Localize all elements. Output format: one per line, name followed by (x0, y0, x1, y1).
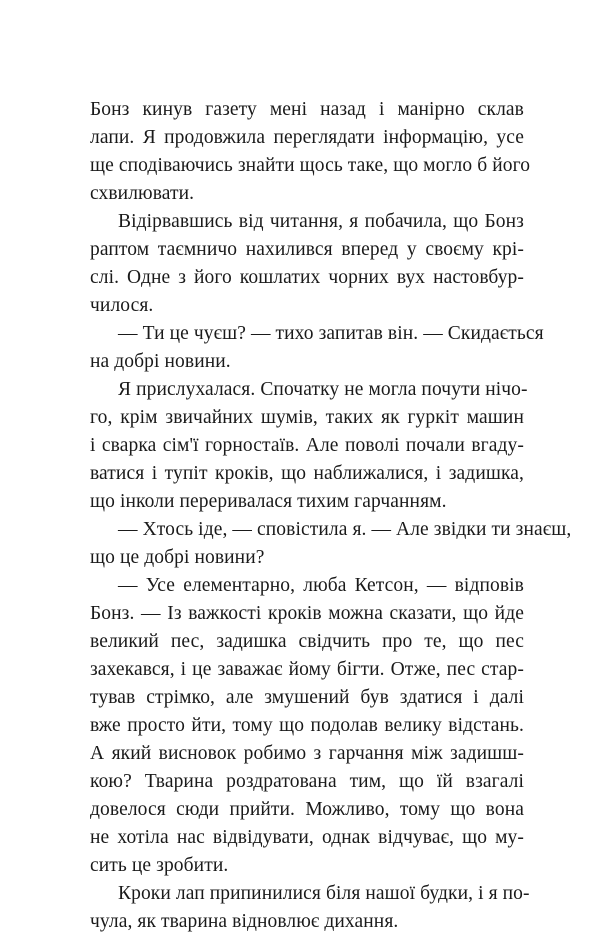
text-line: — Усе елементарно, люба Кетсон, — відповів (118, 575, 524, 596)
text-line: Бонз. — Із важкості кроків можна сказати, що йде (90, 603, 524, 624)
text-line: великий пес, задишка свідчить про те, що пес (90, 631, 524, 652)
text-line: довелося сюди прийти. Можливо, тому що вона (90, 799, 524, 820)
text-line: сить це зробити. (90, 855, 229, 876)
text-line: що інколи переривалася тихим гарчанням. (90, 491, 447, 512)
text-line: кою? Тварина роздратована тим, що їй взагалі (90, 771, 524, 792)
text-line: не хотіла нас відвідувати, однак відчуває, що му- (90, 827, 524, 848)
text-line: Я прислухалася. Спочатку не могла почути нічо- (118, 379, 528, 400)
text-line: Кроки лап припинилися біля нашої будки, і я по- (118, 883, 530, 904)
text-line: А який висновок робимо з гарчання між задишш- (90, 743, 524, 764)
text-line: тував стрімко, але змушений був здатися і далі (90, 687, 524, 708)
text-line: що це добрі новини? (90, 547, 265, 568)
text-line: захекався, і це заважає йому бігти. Отже, пес стар- (90, 659, 524, 680)
text-line: чула, як тварина відновлює дихання. (90, 911, 399, 932)
text-line: — Ти це чуєш? — тихо запитав він. — Скидається (118, 323, 544, 344)
text-line: чилося. (90, 295, 154, 316)
text-line: ватися і тупіт кроків, що наближалися, і задишка, (90, 463, 524, 484)
text-line: і сварка сім'ї горностаїв. Але поволі почали вгаду- (90, 435, 524, 456)
text-line: го, крім звичайних шумів, таких як гуркіт машин (90, 407, 524, 428)
text-line: на добрі новини. (90, 351, 231, 372)
text-line: — Хтось іде, — сповістила я. — Але звідки ти знаєш, (118, 519, 572, 540)
text-line: ще сподіваючись знайти щось таке, що могло б його (90, 155, 531, 176)
text-line: вже просто йти, тому що подолав велику відстань. (90, 715, 524, 736)
text-line: слі. Одне з його кошлатих чорних вух настовбур- (90, 267, 524, 288)
text-line: раптом таємничо нахилився вперед у своєму крі- (90, 239, 524, 260)
text-line: Бонз кинув газету мені назад і манірно склав (90, 99, 524, 120)
text-line: схвилювати. (90, 183, 195, 204)
text-line: лапи. Я продовжила переглядати інформацію, усе (90, 127, 524, 148)
text-line: Відірвавшись від читання, я побачила, що Бонз (118, 211, 524, 232)
